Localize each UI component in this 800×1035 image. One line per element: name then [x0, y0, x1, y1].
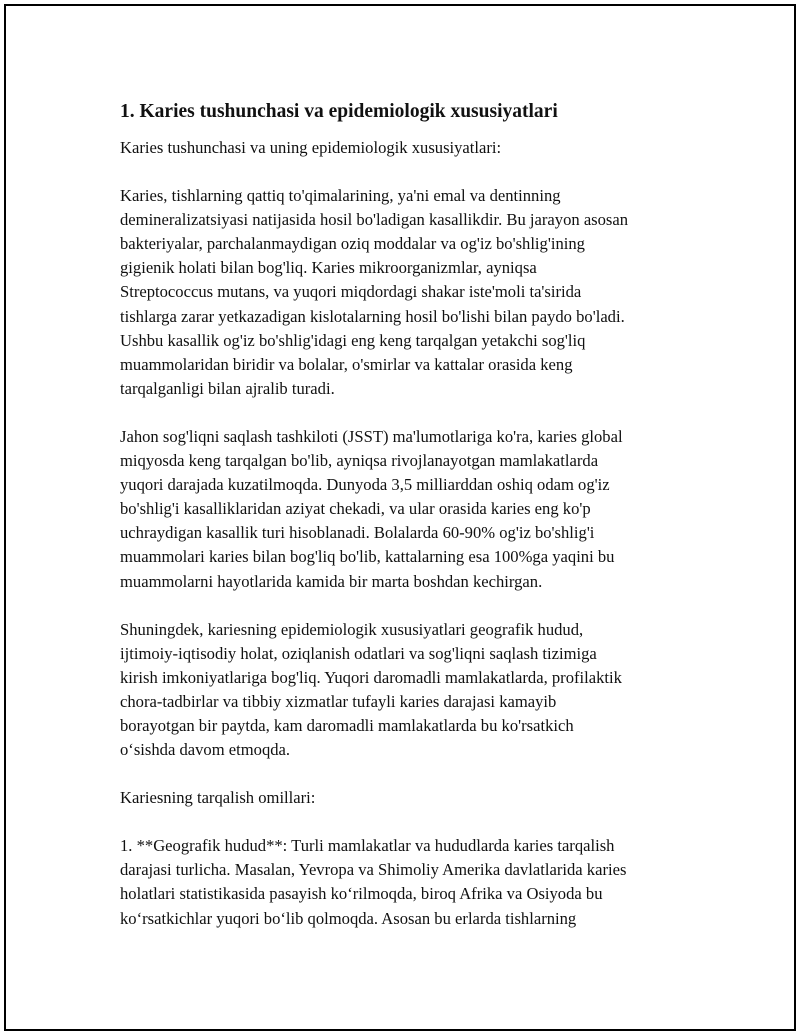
- paragraph: [120, 834, 700, 930]
- document-title: 1. Karies tushunchasi va epidemiologik xususiyatlari: [120, 101, 558, 122]
- text-line: Jahon sog'liqni saqlash tashkiloti (JSST) ma'lumotlariga ko'ra, karies global: [120, 426, 623, 446]
- text-line: miqyosda keng tarqalgan bo'lib, ayniqsa rivojlanayotgan mamlakatlarda: [120, 451, 599, 471]
- text-line: muammolaridan biridir va bolalar, o'smirlar va kattalar orasida keng: [120, 354, 573, 374]
- text-line: tarqalganligi bilan ajralib turadi.: [120, 378, 335, 398]
- paragraph: [120, 425, 700, 594]
- text-line: Shuningdek, kariesning epidemiologik xususiyatlari geografik hudud,: [120, 619, 584, 639]
- text-line: holatlari statistikasida pasayish ko‘rilmoqda, biroq Afrika va Osiyoda bu: [120, 884, 603, 904]
- text-line: ijtimoiy-iqtisodiy holat, oziqlanish odatlari va sog'liqni saqlash tizimiga: [120, 643, 597, 663]
- text-line: demineralizatsiyasi natijasida hosil bo'ladigan kasallikdir. Bu jarayon asosan: [120, 210, 629, 230]
- document-body: [120, 98, 700, 955]
- text-line: chora-tadbirlar va tibbiy xizmatlar tufayli karies darajasi kamayib: [120, 691, 557, 711]
- text-line: bakteriyalar, parchalanmaydigan oziq moddalar va og'iz bo'shlig'ining: [120, 234, 585, 254]
- text-line: uchraydigan kasallik turi hisoblanadi. Bolalarda 60-90% og'iz bo'shlig'i: [120, 523, 595, 543]
- text-line: muammolarni hayotlarida kamida bir marta boshdan kechirgan.: [120, 571, 543, 591]
- paragraph-list: [120, 136, 700, 931]
- text-line: Karies tushunchasi va uning epidemiologik xususiyatlari:: [120, 138, 502, 157]
- text-line: yuqori darajada kuzatilmoqda. Dunyoda 3,5 milliarddan oshiq odam og'iz: [120, 475, 610, 495]
- text-line: bo'shlig'i kasalliklaridan aziyat chekadi, va ular orasida karies eng ko'p: [120, 499, 591, 519]
- text-line: gigienik holati bilan bog'liq. Karies mikroorganizmlar, ayniqsa: [120, 258, 537, 278]
- text-line: 1. **Geografik hudud**: Turli mamlakatlar va hududlarda karies tarqalish: [120, 836, 615, 856]
- text-line: borayotgan bir paytda, kam daromadli mamlakatlarda bu ko'rsatkich: [120, 715, 574, 735]
- text-line: Kariesning tarqalish omillari:: [120, 788, 316, 808]
- text-line: tishlarga zarar yetkazadigan kislotalarning hosil bo'lishi bilan paydo bo'ladi.: [120, 306, 625, 326]
- text-line: kirish imkoniyatlariga bog'liq. Yuqori daromadli mamlakatlarda, profilaktik: [120, 667, 622, 687]
- paragraph: [120, 184, 700, 401]
- paragraph: [120, 136, 700, 160]
- paragraph: [120, 618, 700, 763]
- text-line: Streptococcus mutans, va yuqori miqdordagi shakar iste'moli ta'sirida: [120, 282, 582, 302]
- text-line: Ushbu kasallik og'iz bo'shlig'idagi eng keng tarqalgan yetakchi sog'liq: [120, 330, 586, 350]
- text-line: o‘sishda davom etmoqda.: [120, 740, 291, 760]
- text-line: darajasi turlicha. Masalan, Yevropa va Shimoliy Amerika davlatlarida karies: [120, 860, 627, 880]
- text-line: Karies, tishlarning qattiq to'qimalarining, ya'ni emal va dentinning: [120, 186, 561, 206]
- text-line: muammolari karies bilan bog'liq bo'lib, kattalarning esa 100%ga yaqini bu: [120, 547, 615, 567]
- document-page: [4, 4, 796, 1031]
- paragraph: [120, 786, 700, 810]
- text-line: ko‘rsatkichlar yuqori bo‘lib qolmoqda. Asosan bu erlarda tishlarning: [120, 908, 577, 928]
